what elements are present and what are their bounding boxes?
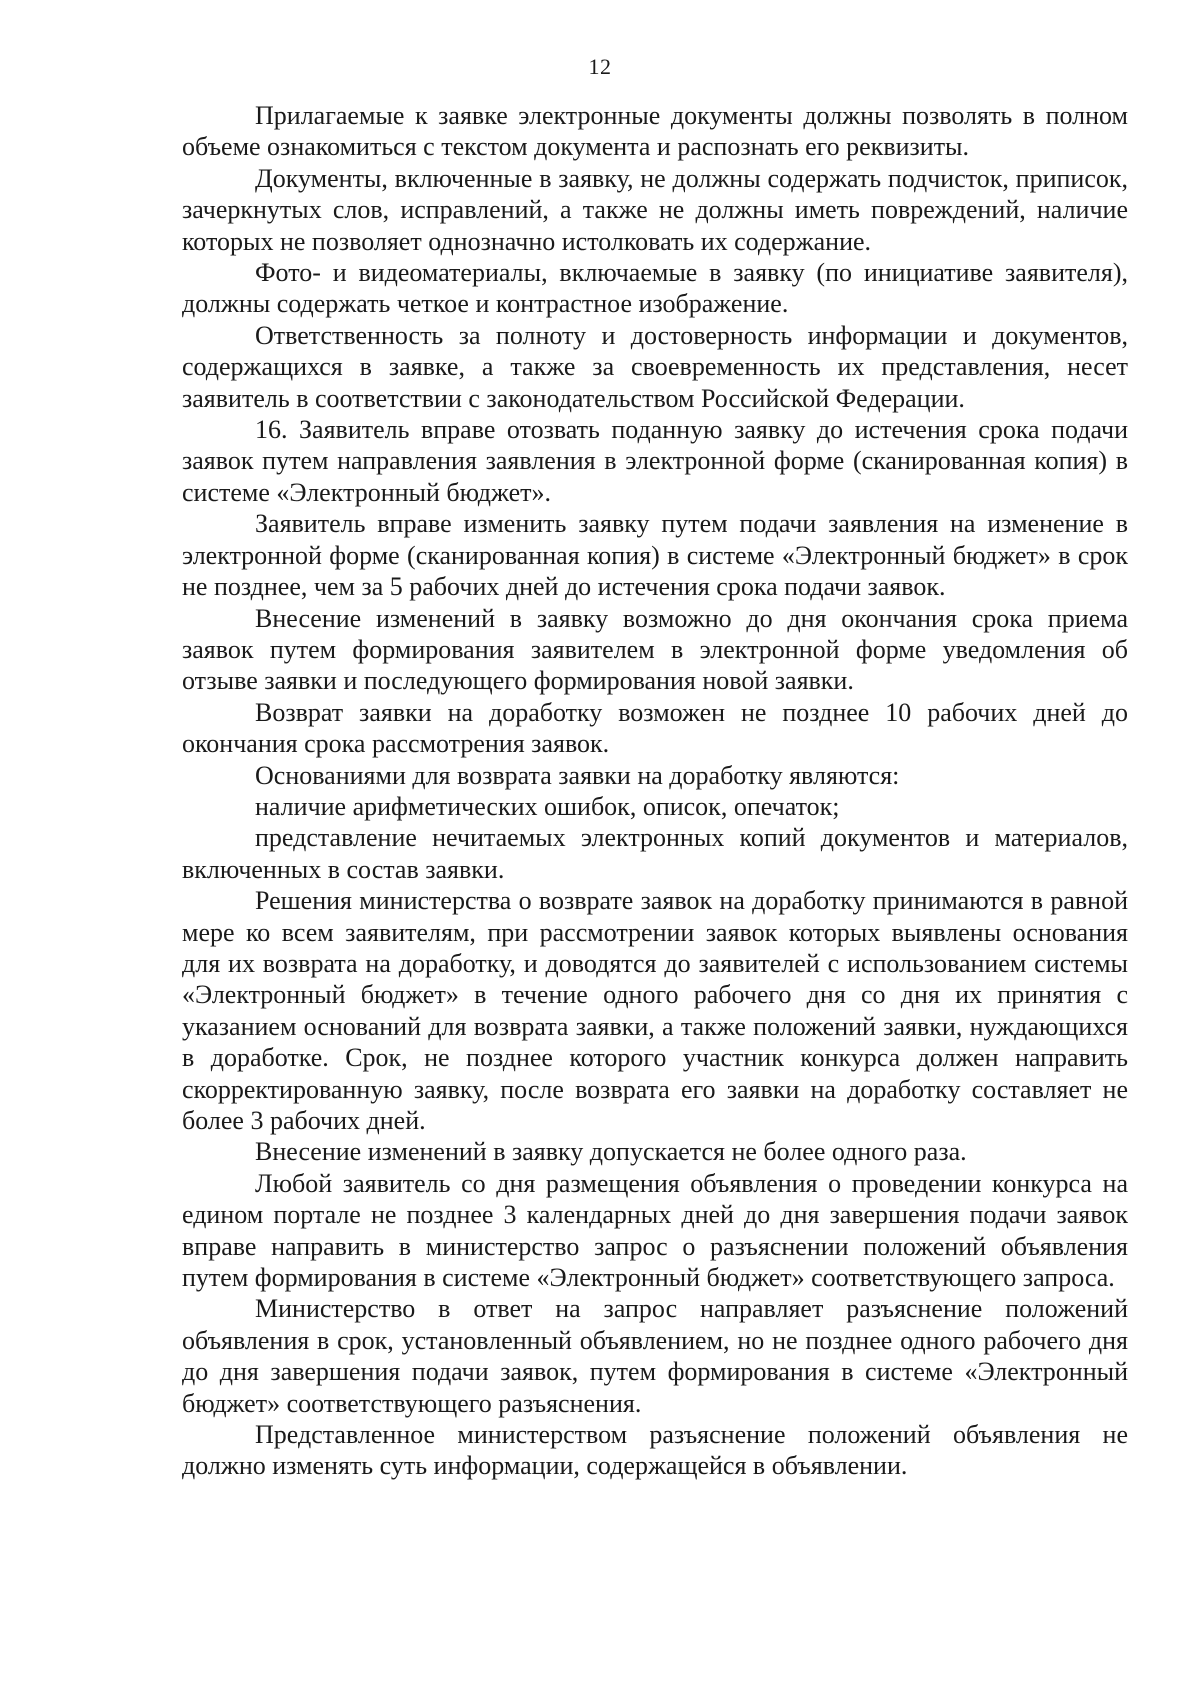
paragraph: Основаниями для возврата заявки на доработку являются: [255,760,900,790]
paragraph: Министерство в ответ на запрос направляет разъяснение положений объявления в срок, установленный объявлением, но не позднее одного рабочего дня до дня завершения подачи заявок, путем формирования в системе «Электронный бюджет» соответствующего разъяснения. [182,1294,1128,1418]
document-body [182,100,1128,1482]
paragraph: Возврат заявки на доработку возможен не позднее 10 рабочих дней до окончания срока рассмотрения заявок. [182,697,1128,759]
paragraph: Внесение изменений в заявку допускается не более одного раза. [255,1137,967,1167]
paragraph: Внесение изменений в заявку возможно до дня окончания срока приема заявок путем формирования заявителем в электронной форме уведомления об отзыве заявки и последующего формирования новой заявки. [182,603,1128,696]
paragraph-item-16: 16. Заявитель вправе отозвать поданную заявку до истечения срока подачи заявок путем направления заявления в электронной форме (сканированная копия) в системе «Электронный бюджет». [182,415,1128,507]
paragraph: Любой заявитель со дня размещения объявления о проведении конкурса на едином портале не позднее 3 календарных дней до дня завершения подачи заявок вправе направить в министерство запрос о разъяснении положений объявления путем формирования в системе «Электронный бюджет» соответствующего запроса. [182,1168,1128,1293]
list-item: представление нечитаемых электронных копий документов и материалов, включенных в состав заявки. [182,823,1128,884]
paragraph: Заявитель вправе изменить заявку путем подачи заявления на изменение в электронной форме (сканированная копия) в системе «Электронный бюджет» в срок не позднее, чем за 5 рабочих дней до истечения срока подачи заявок. [182,509,1128,602]
paragraph: Документы, включенные в заявку, не должны содержать подчисток, приписок, зачеркнутых слов, исправлений, а также не должны иметь повреждений, наличие которых не позволяет однозначно истолковать их содержание. [182,163,1128,256]
list-item: наличие арифметических ошибок, описок, опечаток; [255,791,840,821]
page-number: 12 [588,54,612,79]
paragraph: Представленное министерством разъяснение положений объявления не должно изменять суть информации, содержащейся в объявлении. [182,1420,1128,1481]
paragraph: Решения министерства о возврате заявок на доработку принимаются в равной мере ко всем заявителям, при рассмотрении заявок которых выявлены основания для их возврата на доработку, и доводятся до заявителей с использованием системы «Электронный бюджет» в течение одного рабочего дня со дня их принятия с указанием оснований для возврата заявки, а также положений заявки, нуждающихся в доработке. Срок, не позднее которого участник конкурса должен направить скорректированную заявку, после возврата его заявки на доработку составляет не более 3 рабочих дней. [182,886,1128,1135]
paragraph: Фото- и видеоматериалы, включаемые в заявку (по инициативе заявителя), должны содержать четкое и контрастное изображение. [182,258,1128,319]
paragraph: Ответственность за полноту и достоверность информации и документов, содержащихся в заявке, а также за своевременность их представления, несет заявитель в соответствии с законодательством Российской Федерации. [182,320,1128,413]
paragraph: Прилагаемые к заявке электронные документы должны позволять в полном объеме ознакомиться с текстом документа и распознать его реквизиты. [182,101,1128,162]
